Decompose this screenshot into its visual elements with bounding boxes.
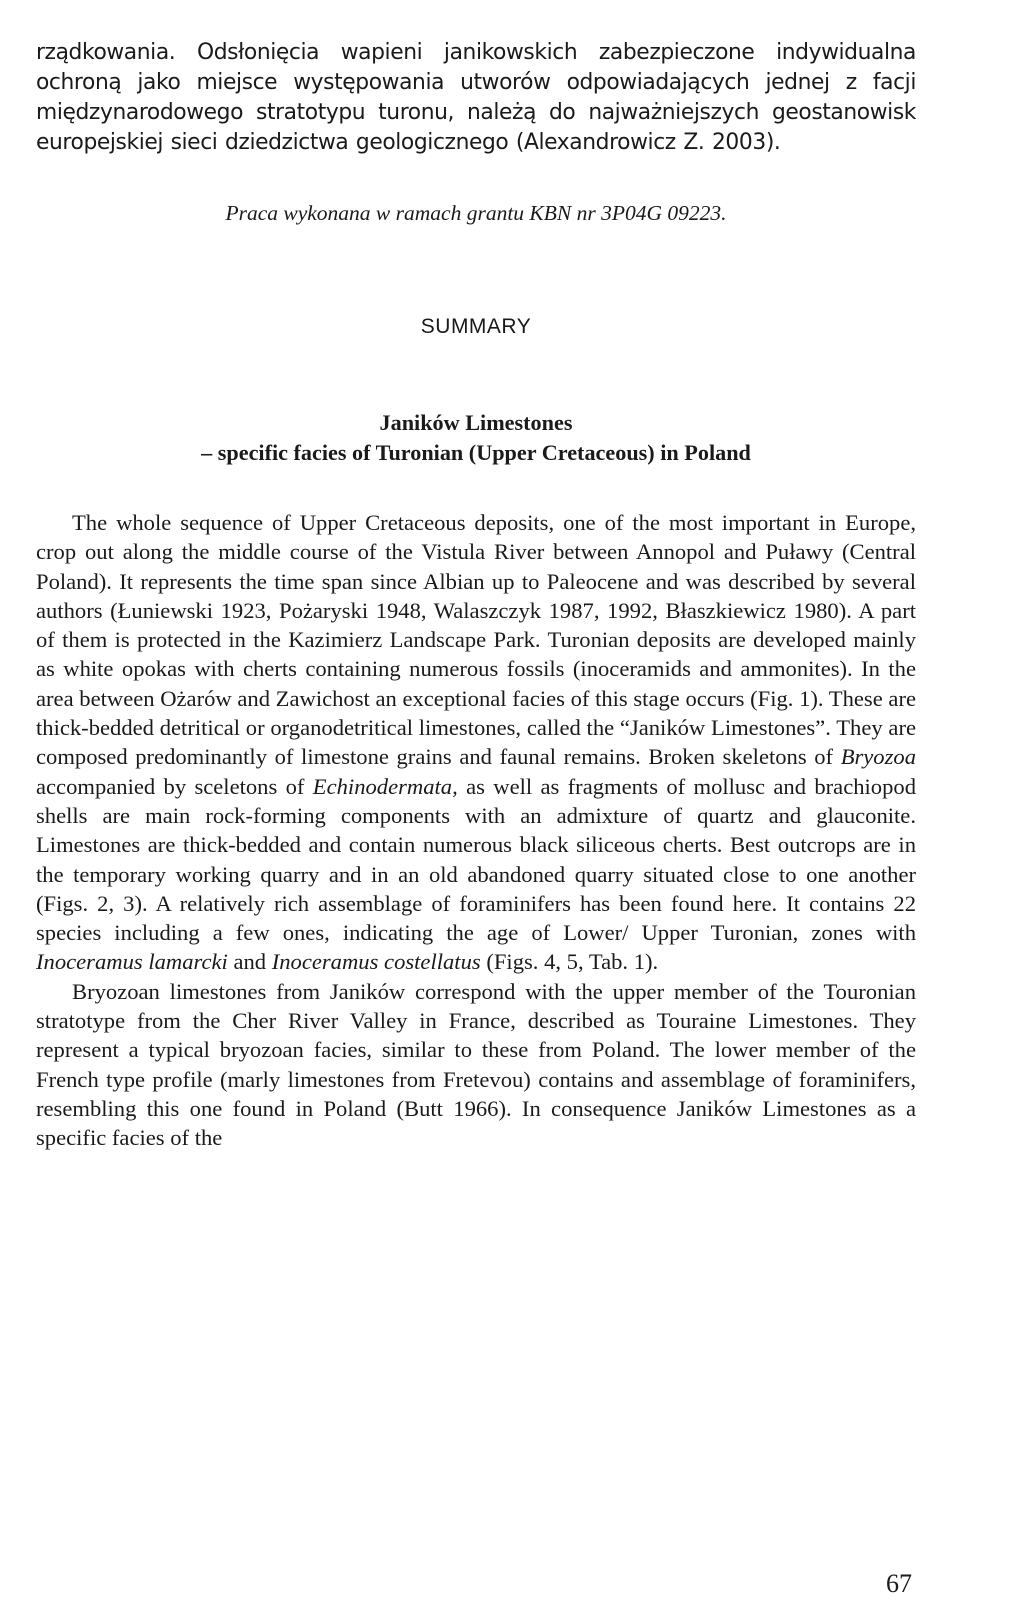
p1-text-2: accompanied by sceletons of: [36, 773, 313, 799]
summary-title: [36, 408, 916, 468]
p1-text-1: The whole sequence of Upper Cretaceous deposits, one of the most important in Europe, crop out along the middle course of the Vistula River between Annopol and Puławy (Central Poland). It represents the time span since Albian up to Paleocene and was described by several authors (Łuniewski 1923, Pożaryski 1948, Walaszczyk 1987, 1992, Błaszkiewicz 1980). A part of them is protected in the Kazimierz Landscape Park. Turonian deposits are developed mainly as white opokas with cherts containing numerous fossils (inoceramids and ammonites). In the area between Ożarów and Zawichost an exceptional facies of this stage occurs (Fig. 1). These are thick-bedded detritical or organodetritical limestones, called the “Janików Limestones”. They are composed predominantly of limestone grains and faunal remains. Broken skeletons of: [36, 510, 916, 770]
summary-title-line-2: – specific facies of Turonian (Upper Cretaceous) in Poland: [201, 440, 751, 465]
summary-title-line-1: Janików Limestones: [379, 410, 573, 435]
p1-text-4: and: [227, 949, 272, 975]
intro-paragraph: rządkowania. Odsłonięcia wapieni janikowskich zabezpieczone indywidualna ochroną jako miejsce występowania utworów odpowiadających jednej z facji międzynarodowego stratotypu turonu, należą do najważniejszych geostanowisk europejskiej sieci dziedzictwa geologicznego (Alexandrowicz Z. 2003).: [36, 40, 916, 155]
taxon-inoceramus-lamarcki: Inoceramus lamarcki: [36, 949, 228, 975]
p1-text-3: as well as fragments of mollusc and brachiopod shells are main rock-forming components with an admixture of quartz and glauconite. Limestones are thick-bedded and contain numerous black siliceous cherts. Best outcrops are in the temporary working quarry and in an old abandoned quarry situated close to one another (Figs. 2, 3). A relatively rich assemblage of foraminifers has been found here. It contains 22 species including a few ones, indicating the age of Lower/ Upper Turonian, zones with: [36, 773, 916, 946]
taxon-bryozoa: Bryozoa: [840, 744, 916, 770]
summary-heading: SUMMARY: [420, 315, 532, 338]
grant-acknowledgement: Praca wykonana w ramach grantu KBN nr 3P04G 09223.: [225, 201, 727, 225]
taxon-inoceramus-costellatus: Inoceramus costellatus: [271, 949, 481, 975]
page-number: 67: [886, 1569, 912, 1598]
p1-text-5: (Figs. 4, 5, Tab. 1).: [480, 949, 659, 975]
taxon-echinodermata: Echinodermata,: [312, 773, 458, 799]
summary-body: [36, 508, 916, 1153]
page-content: [36, 38, 916, 1153]
summary-paragraph-1: [36, 508, 916, 977]
summary-paragraph-2: Bryozoan limestones from Janików correspond with the upper member of the Touronian stratotype from the Cher River Valley in France, described as Touraine Limestones. They represent a typical bryozoan facies, similar to these from Poland. The lower member of the French type profile (marly limestones from Fretevou) contains and assemblage of foraminifers, resembling this one found in Poland (Butt 1966). In consequence Janików Limestones as a specific facies of the: [36, 978, 916, 1151]
